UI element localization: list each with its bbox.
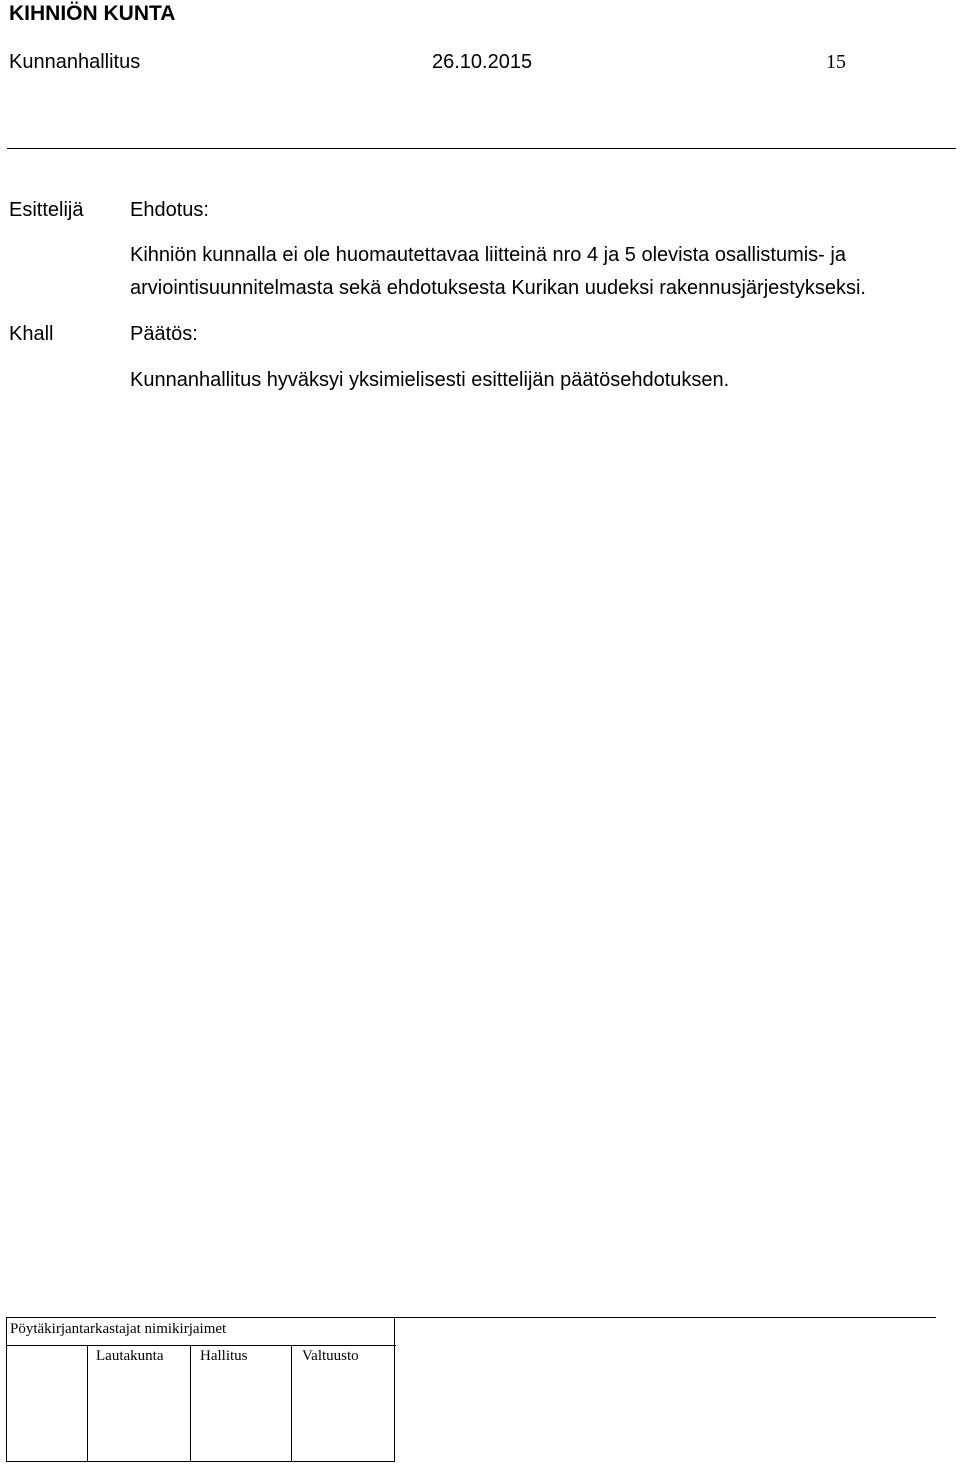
proposal-text-line: arviointisuunnitelmasta sekä ehdotuksesta Kurikan uudeksi rakennusjärjestykseksi. xyxy=(130,277,866,299)
proposal-text-line: Kihniön kunnalla ei ole huomautettavaa liitteinä nro 4 ja 5 olevista osallistumis- ja xyxy=(130,244,846,266)
signature-column-divider xyxy=(190,1345,191,1462)
signature-box xyxy=(6,1318,395,1462)
signature-column-divider xyxy=(87,1345,88,1462)
signature-column-hallitus: Hallitus xyxy=(200,1348,248,1364)
signatures-title: Pöytäkirjantarkastajat nimikirjaimet xyxy=(10,1321,227,1337)
decision-text: Kunnanhallitus hyväksyi yksimielisesti esittelijän päätösehdotuksen. xyxy=(130,369,730,391)
presenter-label: Esittelijä xyxy=(9,199,84,221)
body-label: Khall xyxy=(9,323,54,345)
signature-column-divider xyxy=(291,1345,292,1462)
meeting-date: 26.10.2015 xyxy=(432,51,533,73)
organization-name: KIHNIÖN KUNTA xyxy=(9,2,176,25)
decision-label: Päätös: xyxy=(130,323,198,345)
meeting-body: Kunnanhallitus xyxy=(9,51,141,73)
header-divider xyxy=(7,148,956,149)
signature-column-valtuusto: Valtuusto xyxy=(302,1348,359,1364)
signature-column-lautakunta: Lautakunta xyxy=(96,1348,164,1364)
proposal-label: Ehdotus: xyxy=(130,199,209,221)
page-number: 15 xyxy=(826,51,846,73)
signature-header-divider xyxy=(6,1345,396,1346)
